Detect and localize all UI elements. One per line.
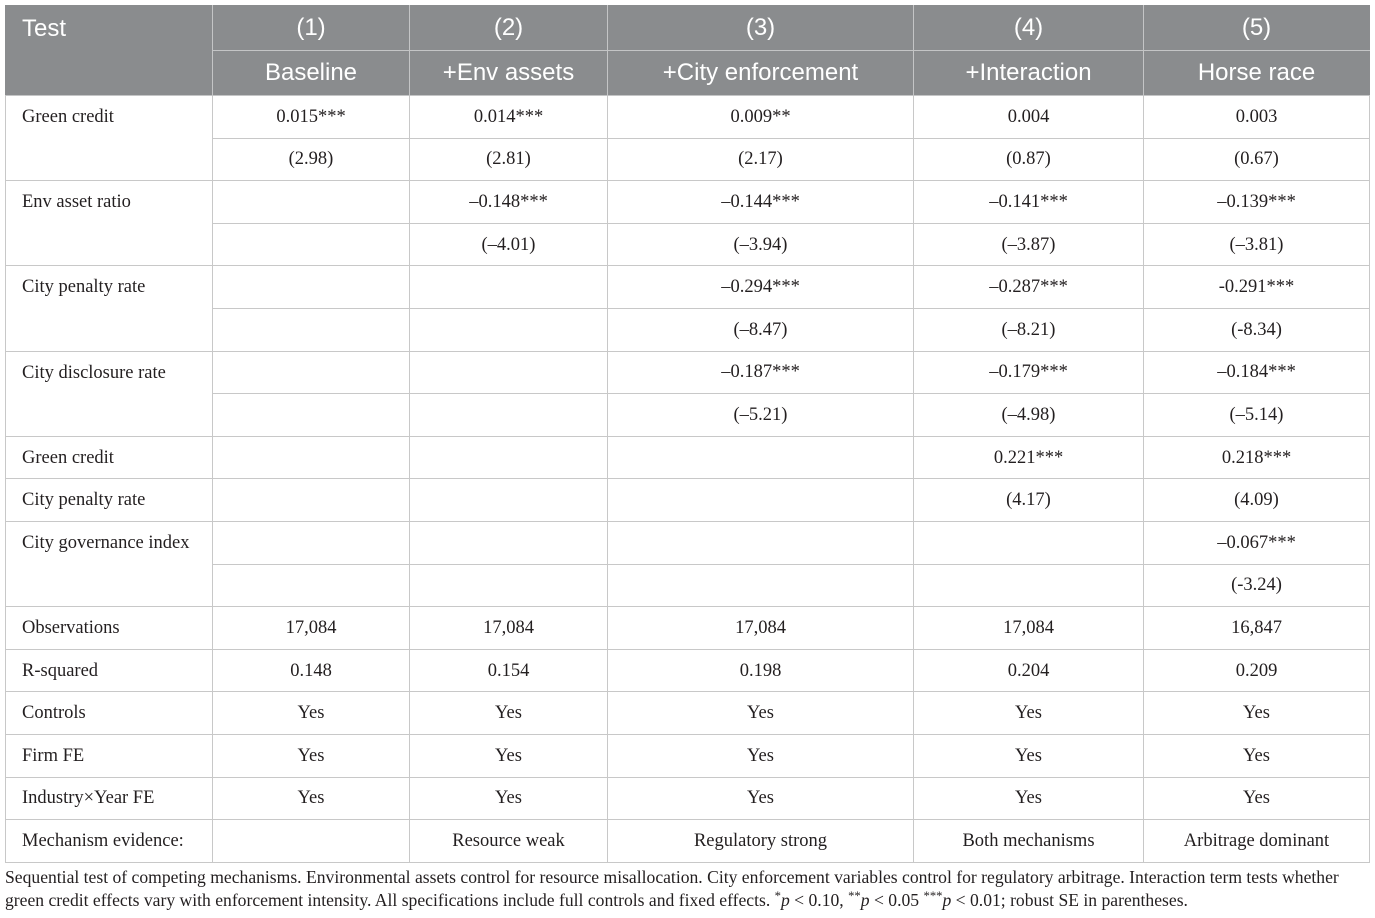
table-footnote [5, 866, 1369, 913]
row-label: Industry×Year FE [6, 777, 213, 820]
estimate-cell [410, 521, 608, 564]
t-stat-cell: (–8.21) [914, 308, 1144, 351]
t-stat-cell [213, 308, 410, 351]
estimate-cell: 0.014*** [410, 96, 608, 139]
t-stat-cell: (-8.34) [1144, 308, 1370, 351]
t-stat-cell [213, 564, 410, 607]
value-cell: Yes [213, 777, 410, 820]
value-cell: Yes [410, 777, 608, 820]
estimate-cell [213, 266, 410, 309]
significance-condition: < 0.01; [955, 889, 1006, 910]
table-row [6, 351, 1370, 394]
value-cell: Resource weak [410, 820, 608, 863]
value-cell: Yes [914, 777, 1144, 820]
row-label: City governance index [6, 521, 213, 606]
value-cell: Yes [410, 692, 608, 735]
t-stat-cell: (2.81) [410, 138, 608, 181]
header-test-label: Test [6, 6, 213, 96]
t-stat-cell: (2.17) [608, 138, 914, 181]
t-stat-cell: (0.87) [914, 138, 1144, 181]
row-label: Env asset ratio [6, 181, 213, 266]
value-cell: 16,847 [1144, 607, 1370, 650]
estimate-cell: –0.148*** [410, 181, 608, 224]
estimate-cell [213, 521, 410, 564]
estimate-cell: 0.004 [914, 96, 1144, 139]
estimate-cell: –0.067*** [1144, 521, 1370, 564]
table-row [6, 181, 1370, 224]
row-label: Green credit [6, 96, 213, 181]
value-cell [410, 479, 608, 522]
value-cell: 0.154 [410, 649, 608, 692]
row-label: Green credit [6, 436, 213, 479]
table-row [6, 734, 1370, 777]
value-cell: 0.209 [1144, 649, 1370, 692]
table-body [6, 96, 1370, 863]
estimate-cell: –0.139*** [1144, 181, 1370, 224]
t-stat-cell [608, 564, 914, 607]
table-row [6, 820, 1370, 863]
value-cell: 0.198 [608, 649, 914, 692]
estimate-cell: –0.294*** [608, 266, 914, 309]
t-stat-cell [213, 223, 410, 266]
row-label: City penalty rate [6, 479, 213, 522]
value-cell: Yes [213, 692, 410, 735]
estimate-cell: –0.187*** [608, 351, 914, 394]
column-4-name: +Interaction [914, 51, 1144, 96]
estimate-cell: 0.009** [608, 96, 914, 139]
value-cell: Yes [608, 734, 914, 777]
table-row [6, 692, 1370, 735]
row-label: R-squared [6, 649, 213, 692]
estimate-cell: –0.179*** [914, 351, 1144, 394]
column-2-number: (2) [410, 6, 608, 51]
significance-stars: *** [923, 888, 943, 903]
value-cell: Yes [1144, 692, 1370, 735]
estimate-cell: 0.003 [1144, 96, 1370, 139]
t-stat-cell: (0.67) [1144, 138, 1370, 181]
value-cell: Yes [608, 777, 914, 820]
t-stat-cell: (–8.47) [608, 308, 914, 351]
t-stat-cell: (-3.24) [1144, 564, 1370, 607]
column-2-name: +Env assets [410, 51, 608, 96]
significance-stars: ** [848, 888, 861, 903]
value-cell [608, 436, 914, 479]
column-4-number: (4) [914, 6, 1144, 51]
estimate-cell: 0.015*** [213, 96, 410, 139]
value-cell: Yes [608, 692, 914, 735]
t-stat-cell: (–5.21) [608, 394, 914, 437]
table-row [6, 649, 1370, 692]
value-cell: Arbitrage dominant [1144, 820, 1370, 863]
significance-condition: < 0.05 [873, 889, 920, 910]
row-label: City disclosure rate [6, 351, 213, 436]
t-stat-cell [213, 394, 410, 437]
regression-table [5, 5, 1370, 863]
value-cell: Yes [1144, 734, 1370, 777]
table-row [6, 436, 1370, 479]
footnote-text: Sequential test of competing mechanisms. Environmental assets control for resource misallocation. City enforcement variables control for regulatory arbitrage. Interaction term tests whether green credit effects vary with enforcement intensity. All specifications include full controls and fixed effects. [5, 867, 1339, 910]
value-cell: 17,084 [608, 607, 914, 650]
row-label: Mechanism evidence: [6, 820, 213, 863]
value-cell [213, 436, 410, 479]
header-row-numbers [6, 6, 1370, 51]
column-3-number: (3) [608, 6, 914, 51]
value-cell: Yes [914, 692, 1144, 735]
significance-stars: * [774, 888, 781, 903]
significance-condition: < 0.10, [794, 889, 844, 910]
t-stat-cell: (–3.94) [608, 223, 914, 266]
t-stat-cell: (2.98) [213, 138, 410, 181]
value-cell: 17,084 [914, 607, 1144, 650]
column-1-number: (1) [213, 6, 410, 51]
significance-note [775, 890, 1006, 910]
table-row [6, 607, 1370, 650]
t-stat-cell: (–3.87) [914, 223, 1144, 266]
t-stat-cell [410, 394, 608, 437]
t-stat-cell: (–4.01) [410, 223, 608, 266]
value-cell [410, 436, 608, 479]
estimate-cell: –0.287*** [914, 266, 1144, 309]
column-1-name: Baseline [213, 51, 410, 96]
estimate-cell [914, 521, 1144, 564]
value-cell: 0.218*** [1144, 436, 1370, 479]
t-stat-cell: (–5.14) [1144, 394, 1370, 437]
column-5-number: (5) [1144, 6, 1370, 51]
estimate-cell [410, 266, 608, 309]
value-cell: Yes [213, 734, 410, 777]
value-cell: 17,084 [213, 607, 410, 650]
column-3-name: +City enforcement [608, 51, 914, 96]
estimate-cell [608, 521, 914, 564]
t-stat-cell [410, 308, 608, 351]
value-cell [213, 820, 410, 863]
value-cell: Yes [410, 734, 608, 777]
value-cell [213, 479, 410, 522]
value-cell: Regulatory strong [608, 820, 914, 863]
column-5-name: Horse race [1144, 51, 1370, 96]
estimate-cell: –0.141*** [914, 181, 1144, 224]
row-label: Observations [6, 607, 213, 650]
estimate-cell [410, 351, 608, 394]
t-stat-cell [410, 564, 608, 607]
table-row [6, 777, 1370, 820]
estimate-cell: -0.291*** [1144, 266, 1370, 309]
estimate-cell [213, 181, 410, 224]
value-cell [608, 479, 914, 522]
value-cell: 0.221*** [914, 436, 1144, 479]
footnote-tail: robust SE in parentheses. [1010, 889, 1188, 910]
value-cell: 0.148 [213, 649, 410, 692]
t-stat-cell: (–3.81) [1144, 223, 1370, 266]
t-stat-cell: (–4.98) [914, 394, 1144, 437]
value-cell: Yes [1144, 777, 1370, 820]
value-cell: (4.17) [914, 479, 1144, 522]
row-label: City penalty rate [6, 266, 213, 351]
table-row [6, 266, 1370, 309]
estimate-cell: –0.144*** [608, 181, 914, 224]
significance-symbol: p [860, 889, 870, 910]
table-row [6, 96, 1370, 139]
significance-symbol: p [780, 889, 790, 910]
table-row [6, 521, 1370, 564]
estimate-cell [213, 351, 410, 394]
value-cell: 0.204 [914, 649, 1144, 692]
table-row [6, 479, 1370, 522]
table-header [6, 6, 1370, 96]
significance-symbol: p [942, 889, 952, 910]
value-cell: (4.09) [1144, 479, 1370, 522]
row-label: Controls [6, 692, 213, 735]
value-cell: Yes [914, 734, 1144, 777]
value-cell: Both mechanisms [914, 820, 1144, 863]
estimate-cell: –0.184*** [1144, 351, 1370, 394]
value-cell: 17,084 [410, 607, 608, 650]
row-label: Firm FE [6, 734, 213, 777]
t-stat-cell [914, 564, 1144, 607]
